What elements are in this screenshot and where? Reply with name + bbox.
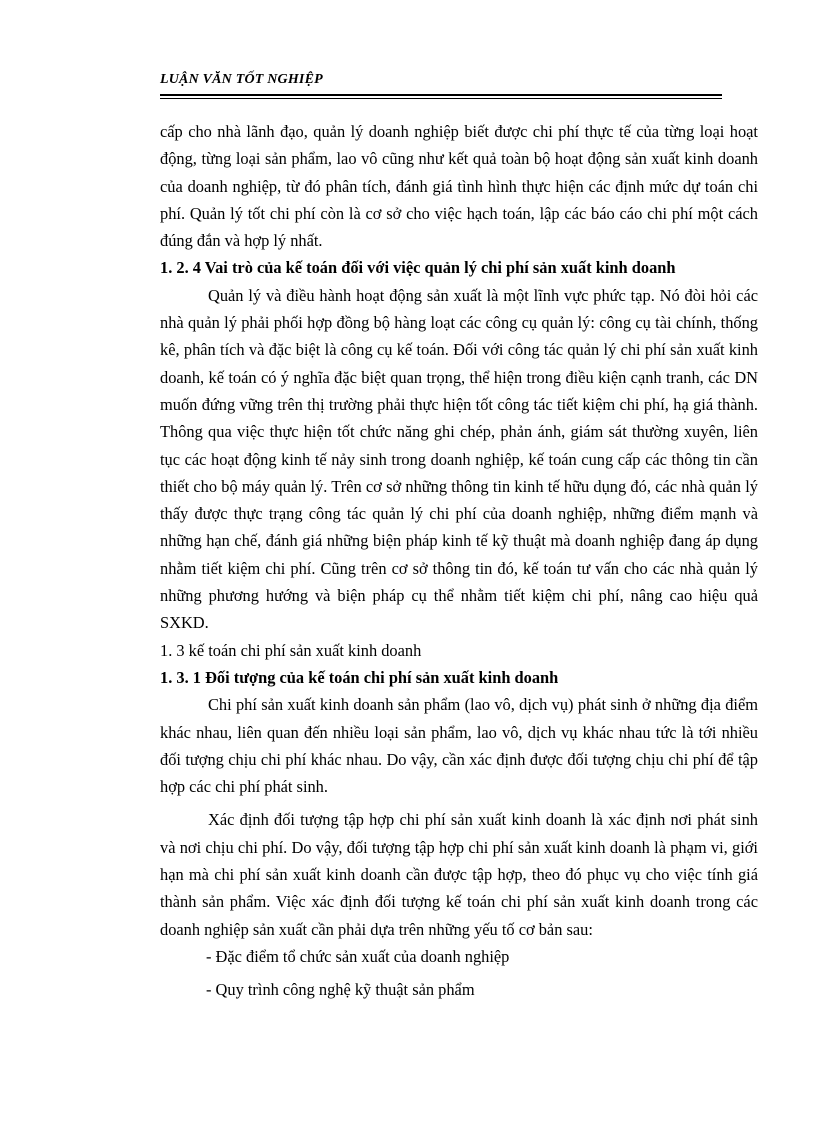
header-rule-thick: [160, 94, 722, 96]
paragraph-determining-objects: Xác định đối tượng tập hợp chi phí sản xuất kinh doanh là xác định nơi phát sinh và nơi chịu chi phí. Do vậy, đối tượng tập hợp chi phí sản xuất kinh doanh là phạm vi, giới hạn mà chi phí sản xuất kinh doanh cần được tập hợp, theo đó phục vụ cho việc tính giá thành sản phẩm. Việc xác định đối tượng kế toán chi phí sản xuất kinh doanh trong các doanh nghiệp sản xuất cần phải dựa trên những yếu tố cơ bản sau:: [160, 810, 758, 939]
section-heading-1-3: 1. 3 kế toán chi phí sản xuất kinh doanh: [160, 640, 422, 660]
list-item: - Đặc điểm tổ chức sản xuất của doanh nghiệp: [206, 946, 510, 966]
paragraph-continuation: cấp cho nhà lãnh đạo, quản lý doanh nghiệp biết được chi phí thực tế của từng loại hoạt động, từng loại sản phẩm, lao vô cũng như kết quả toàn bộ hoạt động sản xuất kinh doanh của doanh nghiệp, từ đó phân tích, đánh giá tình hình thực hiện các định mức dự toán chi phí. Quản lý tốt chi phí còn là cơ sở cho việc hạch toán, lập các báo cáo chi phí một cách đúng đắn và hợp lý nhất.: [160, 122, 758, 251]
section-heading-1-3-1: 1. 3. 1 Đối tượng của kế toán chi phí sản xuất kinh doanh: [160, 667, 559, 687]
document-body: [160, 118, 758, 1004]
paragraph-accounting-role: Quản lý và điều hành hoạt động sản xuất là một lĩnh vực phức tạp. Nó đòi hỏi các nhà quản lý phải phối hợp đồng bộ hàng loạt các công cụ quản lý: công cụ tài chính, thống kê, phân tích và đặc biệt là công cụ kế toán. Đối với công tác quản lý chi phí sản xuất kinh doanh, kế toán có ý nghĩa đặc biệt quan trọng, thể hiện trong điều kiện cạnh tranh, các DN muốn đứng vững trên thị trường phải thực hiện tốt công tác tiết kiệm chi phí, hạ giá thành. Thông qua việc thực hiện tốt chức năng ghi chép, phản ánh, giám sát thường xuyên, liên tục các hoạt động kinh tế nảy sinh trong doanh nghiệp, kế toán cung cấp các thông tin cần thiết cho bộ máy quản lý. Trên cơ sở những thông tin kinh tế hữu dụng đó, các nhà quản lý thấy được thực trạng công tác quản lý chi phí của doanh nghiệp, những điểm mạnh và những hạn chế, đánh giá những biện pháp kinh tế kỹ thuật mà doanh nghiệp đang áp dụng nhằm tiết kiệm chi phí. Cũng trên cơ sở thông tin đó, kế toán tư vấn cho các nhà quản lý những phương hướng và biện pháp cụ thể nhằm tiết kiệm chi phí, nâng cao hiệu quả SXKD.: [160, 285, 758, 633]
paragraph-cost-objects: Chi phí sản xuất kinh doanh sản phẩm (lao vô, dịch vụ) phát sinh ở những địa điểm khác nhau, liên quan đến nhiều loại sản phẩm, lao vô, dịch vụ khác nhau tức là tới nhiều đối tượng chịu chi phí khác nhau. Do vậy, cần xác định được đối tượng chịu chi phí để tập hợp các chi phí phát sinh.: [160, 695, 758, 797]
section-heading-1-2-4: 1. 2. 4 Vai trò của kế toán đối với việc quản lý chi phí sản xuất kinh doanh: [160, 258, 676, 278]
header-rule-thin: [160, 98, 722, 99]
list-item: - Quy trình công nghệ kỹ thuật sản phẩm: [206, 980, 475, 1000]
header-title: LUẬN VĂN TỐT NGHIỆP: [160, 72, 323, 87]
